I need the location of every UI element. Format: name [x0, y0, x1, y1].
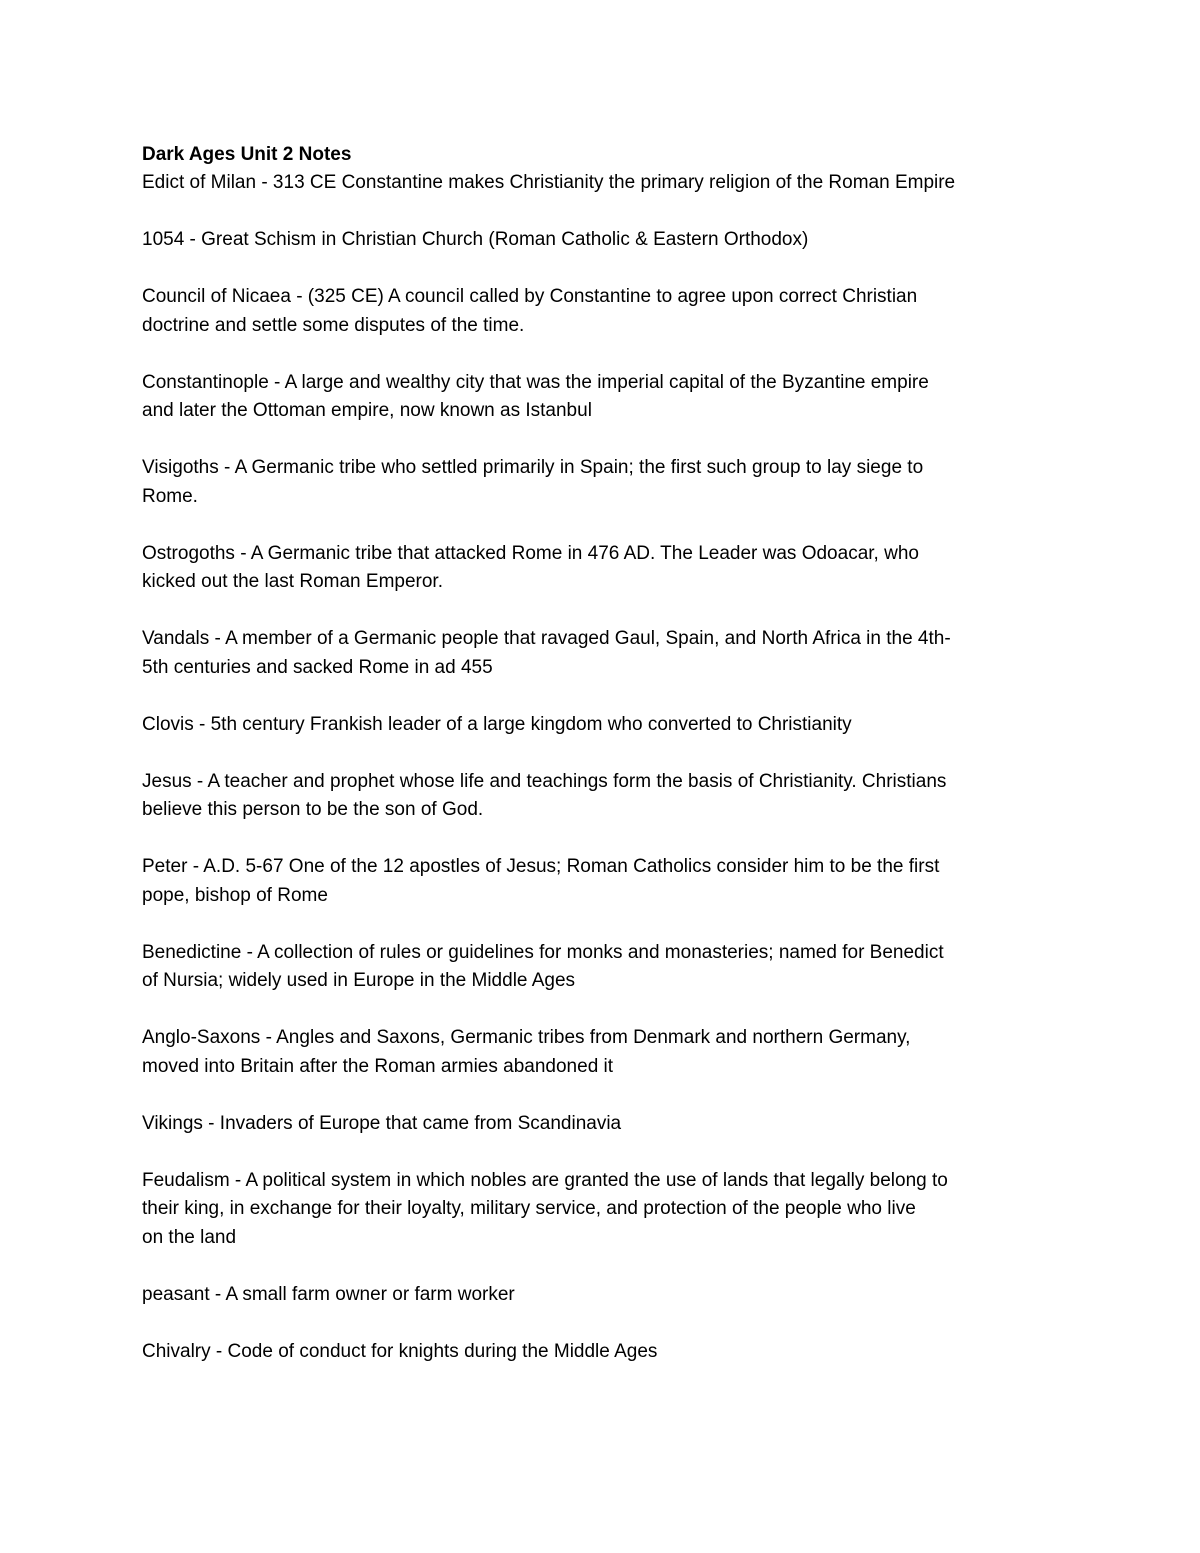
note-line: Visigoths - A Germanic tribe who settled primarily in Spain; the first such group to lay siege to [142, 457, 924, 478]
note-line: Ostrogoths - A Germanic tribe that attacked Rome in 476 AD. The Leader was Odoacar, who [142, 542, 919, 564]
note-line: Chivalry - Code of conduct for knights during the Middle Ages [142, 1340, 658, 1362]
note-entry [142, 540, 1072, 597]
note-line: their king, in exchange for their loyalty, military service, and protection of the people who live [142, 1198, 916, 1219]
note-entry [142, 1110, 1072, 1139]
note-entry [142, 226, 1072, 255]
note-entry [142, 169, 1072, 198]
note-line: Anglo-Saxons - Angles and Saxons, Germanic tribes from Denmark and northern Germany, [142, 1027, 911, 1048]
note-entry [142, 283, 1072, 340]
note-line: believe this person to be the son of God. [142, 799, 484, 820]
notes-list [142, 169, 1072, 1366]
note-entry [142, 768, 1072, 825]
note-line: pope, bishop of Rome [142, 884, 328, 906]
note-line: Rome. [142, 485, 198, 507]
note-entry [142, 1281, 1072, 1310]
note-entry [142, 939, 1072, 996]
note-line: moved into Britain after the Roman armies abandoned it [142, 1055, 614, 1077]
note-line: Peter - A.D. 5-67 One of the 12 apostles of Jesus; Roman Catholics consider him to be the first [142, 856, 940, 877]
note-line: on the land [142, 1226, 237, 1248]
document-title: Dark Ages Unit 2 Notes [142, 144, 352, 165]
note-line: Constantinople - A large and wealthy city that was the imperial capital of the Byzantine empire [142, 371, 929, 393]
note-line: kicked out the last Roman Emperor. [142, 571, 443, 592]
note-entry [142, 1024, 1072, 1081]
note-line: Jesus - A teacher and prophet whose life and teachings form the basis of Christianity. Christians [142, 770, 947, 792]
note-line: Benedictine - A collection of rules or guidelines for monks and monasteries; named for Benedict [142, 941, 944, 963]
document-page [142, 140, 1072, 1366]
note-line: and later the Ottoman empire, now known as Istanbul [142, 400, 592, 421]
note-line: Vikings - Invaders of Europe that came from Scandinavia [142, 1112, 622, 1134]
note-entry [142, 625, 1072, 682]
note-entry [142, 369, 1072, 426]
note-line: peasant - A small farm owner or farm worker [142, 1283, 515, 1305]
note-entry [142, 454, 1072, 511]
note-entry [142, 853, 1072, 910]
note-line: Edict of Milan - 313 CE Constantine makes Christianity the primary religion of the Roman Empire [142, 172, 956, 193]
note-line: 5th centuries and sacked Rome in ad 455 [142, 656, 493, 678]
note-line: Clovis - 5th century Frankish leader of a large kingdom who converted to Christianity [142, 713, 852, 735]
note-line: Council of Nicaea - (325 CE) A council called by Constantine to agree upon correct Christian [142, 286, 918, 307]
note-entry [142, 1167, 1072, 1253]
note-entry [142, 711, 1072, 740]
note-line: Vandals - A member of a Germanic people that ravaged Gaul, Spain, and North Africa in the 4th- [142, 628, 951, 649]
note-entry [142, 1338, 1072, 1367]
note-line: 1054 - Great Schism in Christian Church (Roman Catholic & Eastern Orthodox) [142, 229, 809, 250]
note-line: of Nursia; widely used in Europe in the Middle Ages [142, 970, 576, 991]
note-line: doctrine and settle some disputes of the time. [142, 314, 525, 336]
note-line: Feudalism - A political system in which nobles are granted the use of lands that legally belong to [142, 1169, 948, 1191]
